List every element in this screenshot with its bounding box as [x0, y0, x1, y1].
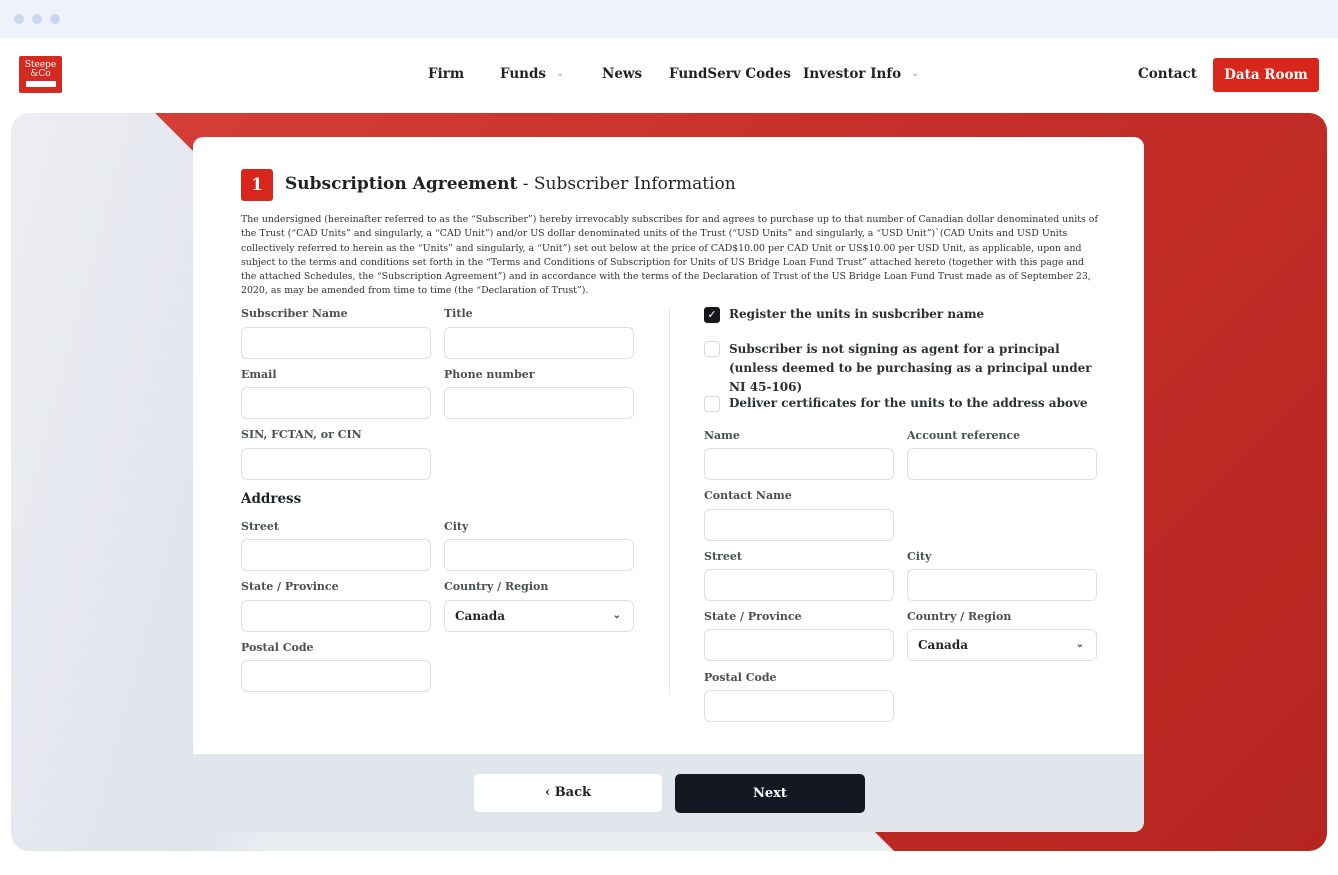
nav-firm[interactable]: Firm [428, 66, 465, 82]
data-room-button[interactable]: Data Room [1213, 58, 1319, 92]
contact-name-input[interactable] [704, 509, 894, 541]
subscriber-name-input[interactable] [241, 327, 431, 359]
browser-chrome [0, 0, 1338, 38]
logo[interactable] [19, 56, 62, 93]
form-footer [193, 754, 1144, 832]
sin-input[interactable] [241, 448, 431, 480]
column-divider [669, 309, 670, 695]
form-card [193, 137, 1144, 754]
window-dot-icon [14, 14, 24, 24]
not-agent-checkbox[interactable] [704, 341, 720, 357]
nav-contact[interactable]: Contact [1138, 66, 1198, 82]
name-label: Name [704, 429, 740, 442]
country-label: Country / Region [444, 580, 549, 593]
address-heading: Address [241, 491, 302, 507]
deliver-certificates-label: Deliver certificates for the units to the address above [729, 396, 1088, 410]
country-select[interactable]: Canada ⌄ [444, 600, 634, 632]
register-units-checkbox[interactable] [704, 307, 720, 323]
back-button[interactable]: ‹ Back [474, 774, 662, 812]
window-dot-icon [50, 14, 60, 24]
title-label: Title [444, 307, 473, 320]
city-label: City [444, 520, 469, 533]
state-label: State / Province [241, 580, 339, 593]
chevron-down-icon: ⌄ [1075, 639, 1084, 650]
nav-funds[interactable]: Funds ⌄ [500, 66, 565, 82]
logo-bar [26, 81, 56, 87]
subscriber-name-label: Subscriber Name [241, 307, 348, 320]
intro-paragraph: The undersigned (hereinafter referred to as the “Subscriber”) hereby irrevocably subscribes for and agrees to purchase up to that number of Canadian dollar denominated units of the Trust (“CAD Units” and singularly, a “CAD Unit”) and/or US dollar denominated units of the Trust (“USD Units” and singularly, a “USD Unit”)`(CAD Units and USD Units collectively referred to herein as the “Units” and singularly, a “Unit”) set out below at the price of CAD$10.00 per CAD Unit or US$10.00 per USD Unit, as applicable, upon and subject to the terms and conditions set forth in the “Terms and Conditions of Subscription for Units of US Bridge Loan Fund Trust” attached hereto (together with this page and the attached Schedules, the “Subscription Agreement”) and in accordance with the terms of the Declaration of Trust of the US Bridge Loan Fund Trust made as of September 23, 2020, as may be amended from time to time (the “Declaration of Trust”). [241, 214, 1098, 297]
check-icon: ✓ [707, 308, 717, 321]
not-agent-label: Subscriber is not signing as agent for a principal (unless deemed to be purchasing as a principal under NI 45-106) [729, 342, 1092, 394]
top-nav [0, 38, 1338, 113]
nav-fundserv-codes[interactable]: FundServ Codes [669, 66, 791, 82]
logo-line1: Steepe [24, 60, 57, 70]
email-label: Email [241, 368, 277, 381]
postal-input[interactable] [241, 660, 431, 692]
delivery-postal-input[interactable] [704, 690, 894, 722]
delivery-city-label: City [907, 550, 932, 563]
delivery-postal-label: Postal Code [704, 671, 777, 684]
postal-label: Postal Code [241, 641, 314, 654]
email-input[interactable] [241, 387, 431, 419]
chevron-down-icon: ⌄ [612, 610, 621, 621]
delivery-state-label: State / Province [704, 610, 802, 623]
deliver-certificates-checkbox[interactable] [704, 396, 720, 412]
step-badge: 1 [241, 169, 273, 201]
contact-name-label: Contact Name [704, 489, 792, 502]
delivery-state-input[interactable] [704, 629, 894, 661]
delivery-street-label: Street [704, 550, 742, 563]
street-input[interactable] [241, 539, 431, 571]
title-input[interactable] [444, 327, 634, 359]
window-dot-icon [32, 14, 42, 24]
state-input[interactable] [241, 600, 431, 632]
delivery-city-input[interactable] [907, 569, 1097, 601]
nav-news[interactable]: News [602, 66, 643, 82]
phone-label: Phone number [444, 368, 535, 381]
nav-investor-info[interactable]: Investor Info ⌄ [803, 66, 920, 82]
sin-label: SIN, FCTAN, or CIN [241, 428, 362, 441]
city-input[interactable] [444, 539, 634, 571]
account-reference-label: Account reference [907, 429, 1021, 442]
phone-input[interactable] [444, 387, 634, 419]
street-label: Street [241, 520, 279, 533]
delivery-country-select[interactable]: Canada ⌄ [907, 629, 1097, 661]
page-title: Subscription Agreement - Subscriber Information [285, 174, 736, 194]
chevron-down-icon: ⌄ [911, 68, 920, 79]
account-reference-input[interactable] [907, 448, 1097, 480]
chevron-down-icon: ⌄ [556, 68, 565, 79]
logo-line2: &Co [30, 69, 51, 79]
name-input[interactable] [704, 448, 894, 480]
delivery-street-input[interactable] [704, 569, 894, 601]
delivery-country-label: Country / Region [907, 610, 1012, 623]
next-button[interactable]: Next [675, 774, 865, 813]
register-units-label: Register the units in susbcriber name [729, 307, 985, 321]
chevron-left-icon: ‹ [544, 785, 551, 800]
